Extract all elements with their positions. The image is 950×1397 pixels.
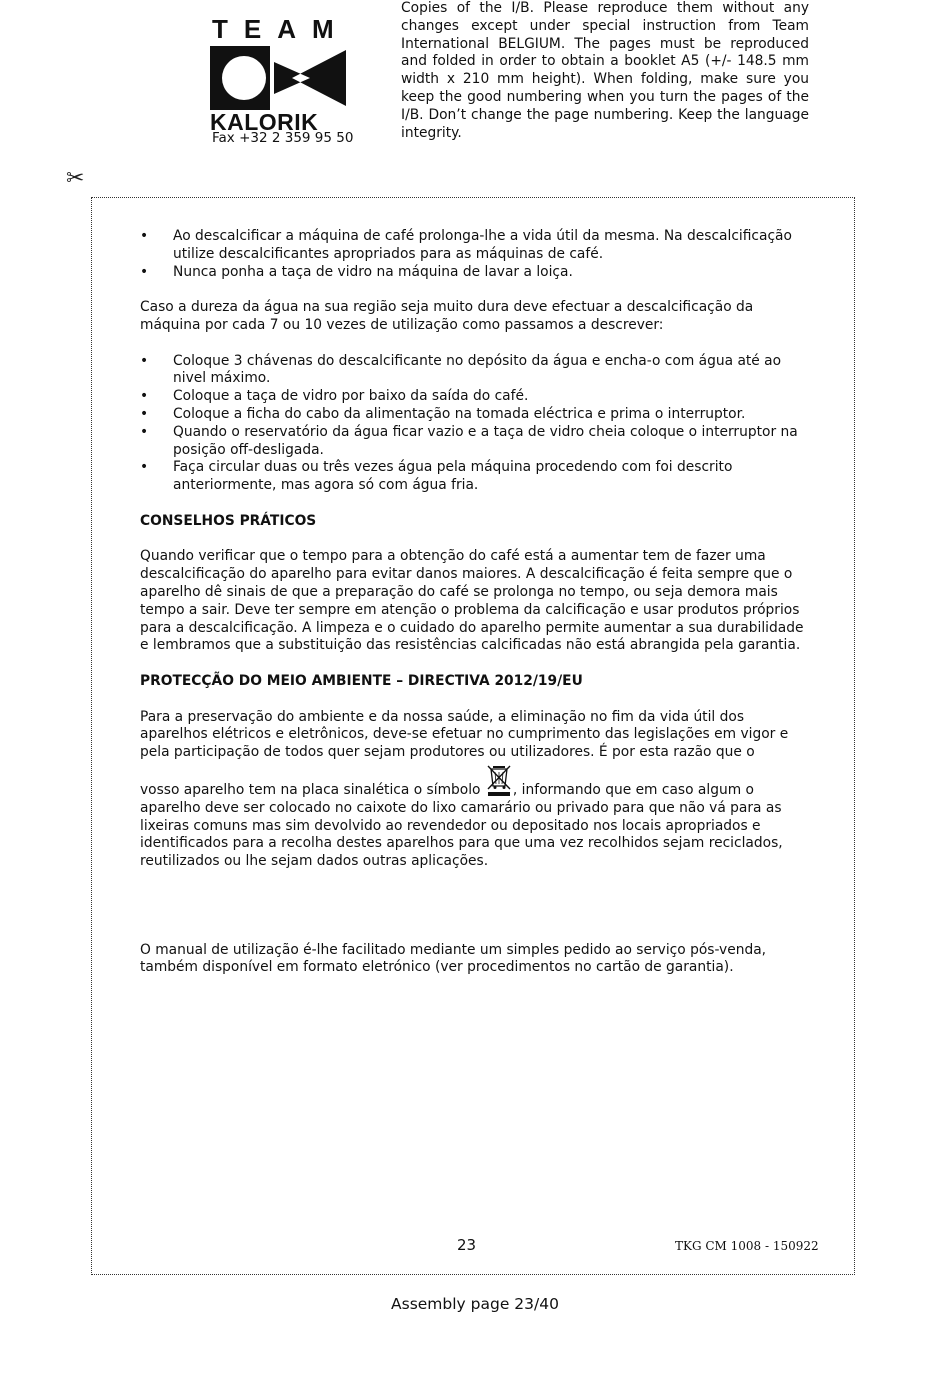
- fax-number: Fax +32 2 359 95 50: [212, 130, 354, 146]
- manual-availability-paragraph: O manual de utilização é-lhe facilitado mediante um simples pedido ao serviço pós-venda, também disponível em formato eletrónico (ver procedimentos no cartão de garantia).: [140, 941, 767, 976]
- descaling-intro: Caso a dureza da água na sua região seja muito dura deve efectuar a descalcificação da máquina por cada 7 ou 10 vezes de utilização como passamos a descrever:: [140, 299, 754, 333]
- scissors-icon: ✂: [66, 166, 85, 191]
- list-item: • Faça circular duas ou três vezes água pela máquina procedendo com foi descrito anteriormente, mas agora só com água fria.: [140, 459, 733, 494]
- model-reference: TKG CM 1008 - 150922: [675, 1239, 819, 1253]
- list-item: • Coloque 3 chávenas do descalcificante no depósito da água e encha-o com água até ao nivel máximo.: [140, 352, 782, 387]
- page-number: 23: [457, 1236, 477, 1254]
- crossed-out-wheelie-bin-icon: [485, 764, 513, 796]
- section-heading-environment: PROTECÇÃO DO MEIO AMBIENTE – DIRECTIVA 2012/19/EU: [140, 672, 583, 689]
- list-item: • Coloque a taça de vidro por baixo da saída do café.: [140, 388, 529, 405]
- list-item: • Ao descalcificar a máquina de café prolonga-lhe a vida útil da mesma. Na descalcificação utilize descalcificantes apropriados para as máquinas de café.: [140, 228, 792, 262]
- practical-tips-paragraph: Quando verificar que o tempo para a obtenção do café está a aumentar tem de fazer uma descalcificação do aparelho para evitar danos maiores. A descalcificação é feita sempre que o aparelho dê sinais de que a preparação do café se prolonga no tempo, ou seja demora mais tempo a sair. Deve ter sempre em atenção o problema da calcificação e usar produtos próprios para a descalcificação. A limpeza e o cuidado do aparelho permite aumentar a sua durabilidade e lembramos que a substituição das resistências calcificadas não está abrangida pela garantia.: [140, 548, 804, 654]
- environment-paragraph-continued: vosso aparelho tem na placa sinalética o símbolo , informando que em caso algum o aparelho deve ser colocado no caixote do lixo camarário ou privado para que não vá para as lixeiras comuns mas sim devolvido ao revendedor ou depositado nos locais apropriados e identificados para a recolha destes aparelhos para que uma vez recolhidos sejam reciclados, reutilizados ou lhe sejam dados outras aplicações.: [140, 764, 805, 871]
- team-kalorik-logo: [210, 14, 350, 135]
- list-item: • Nunca ponha a taça de vidro na máquina de lavar a loiça.: [140, 263, 573, 280]
- bullet-list-descaling-steps: [140, 353, 805, 495]
- environment-paragraph: Para a preservação do ambiente e da nossa saúde, a eliminação no fim da vida útil dos aparelhos elétricos e eletrônicos, deve-se efetuar no cumprimento das legislações em vigor e pela participação de todos quer sejam produtores ou utilizadores. É por esta razão que o: [140, 708, 789, 761]
- page-content: [140, 228, 805, 995]
- section-heading-practical-tips: CONSELHOS PRÁTICOS: [140, 512, 317, 529]
- logo-bottom-text: KALORIK: [210, 109, 319, 135]
- list-item: • Quando o reservatório da água ficar vazio e a taça de vidro cheia coloque o interruptor na posição off-desligada.: [140, 423, 798, 458]
- assembly-page-label: Assembly page 23/40: [391, 1295, 559, 1313]
- list-item: • Coloque a ficha do cabo da alimentação na tomada eléctrica e prima o interruptor.: [140, 405, 746, 422]
- reproduction-instructions: Copies of the I/B. Please reproduce them without any changes except under special instruction from Team International BELGIUM. The pages must be reproduced and folded in order to obtain a booklet A5 (+/- 148.5 mm width x 210 mm height). When folding, make sure you keep the good numbering when you turn the pages of the I/B. Don’t change the page numbering. Keep the language integrity.: [401, 0, 809, 141]
- kalorik-k-mark-icon: [210, 46, 346, 110]
- bullet-list-care: [140, 228, 805, 281]
- logo-top-text: TEAM: [212, 14, 350, 44]
